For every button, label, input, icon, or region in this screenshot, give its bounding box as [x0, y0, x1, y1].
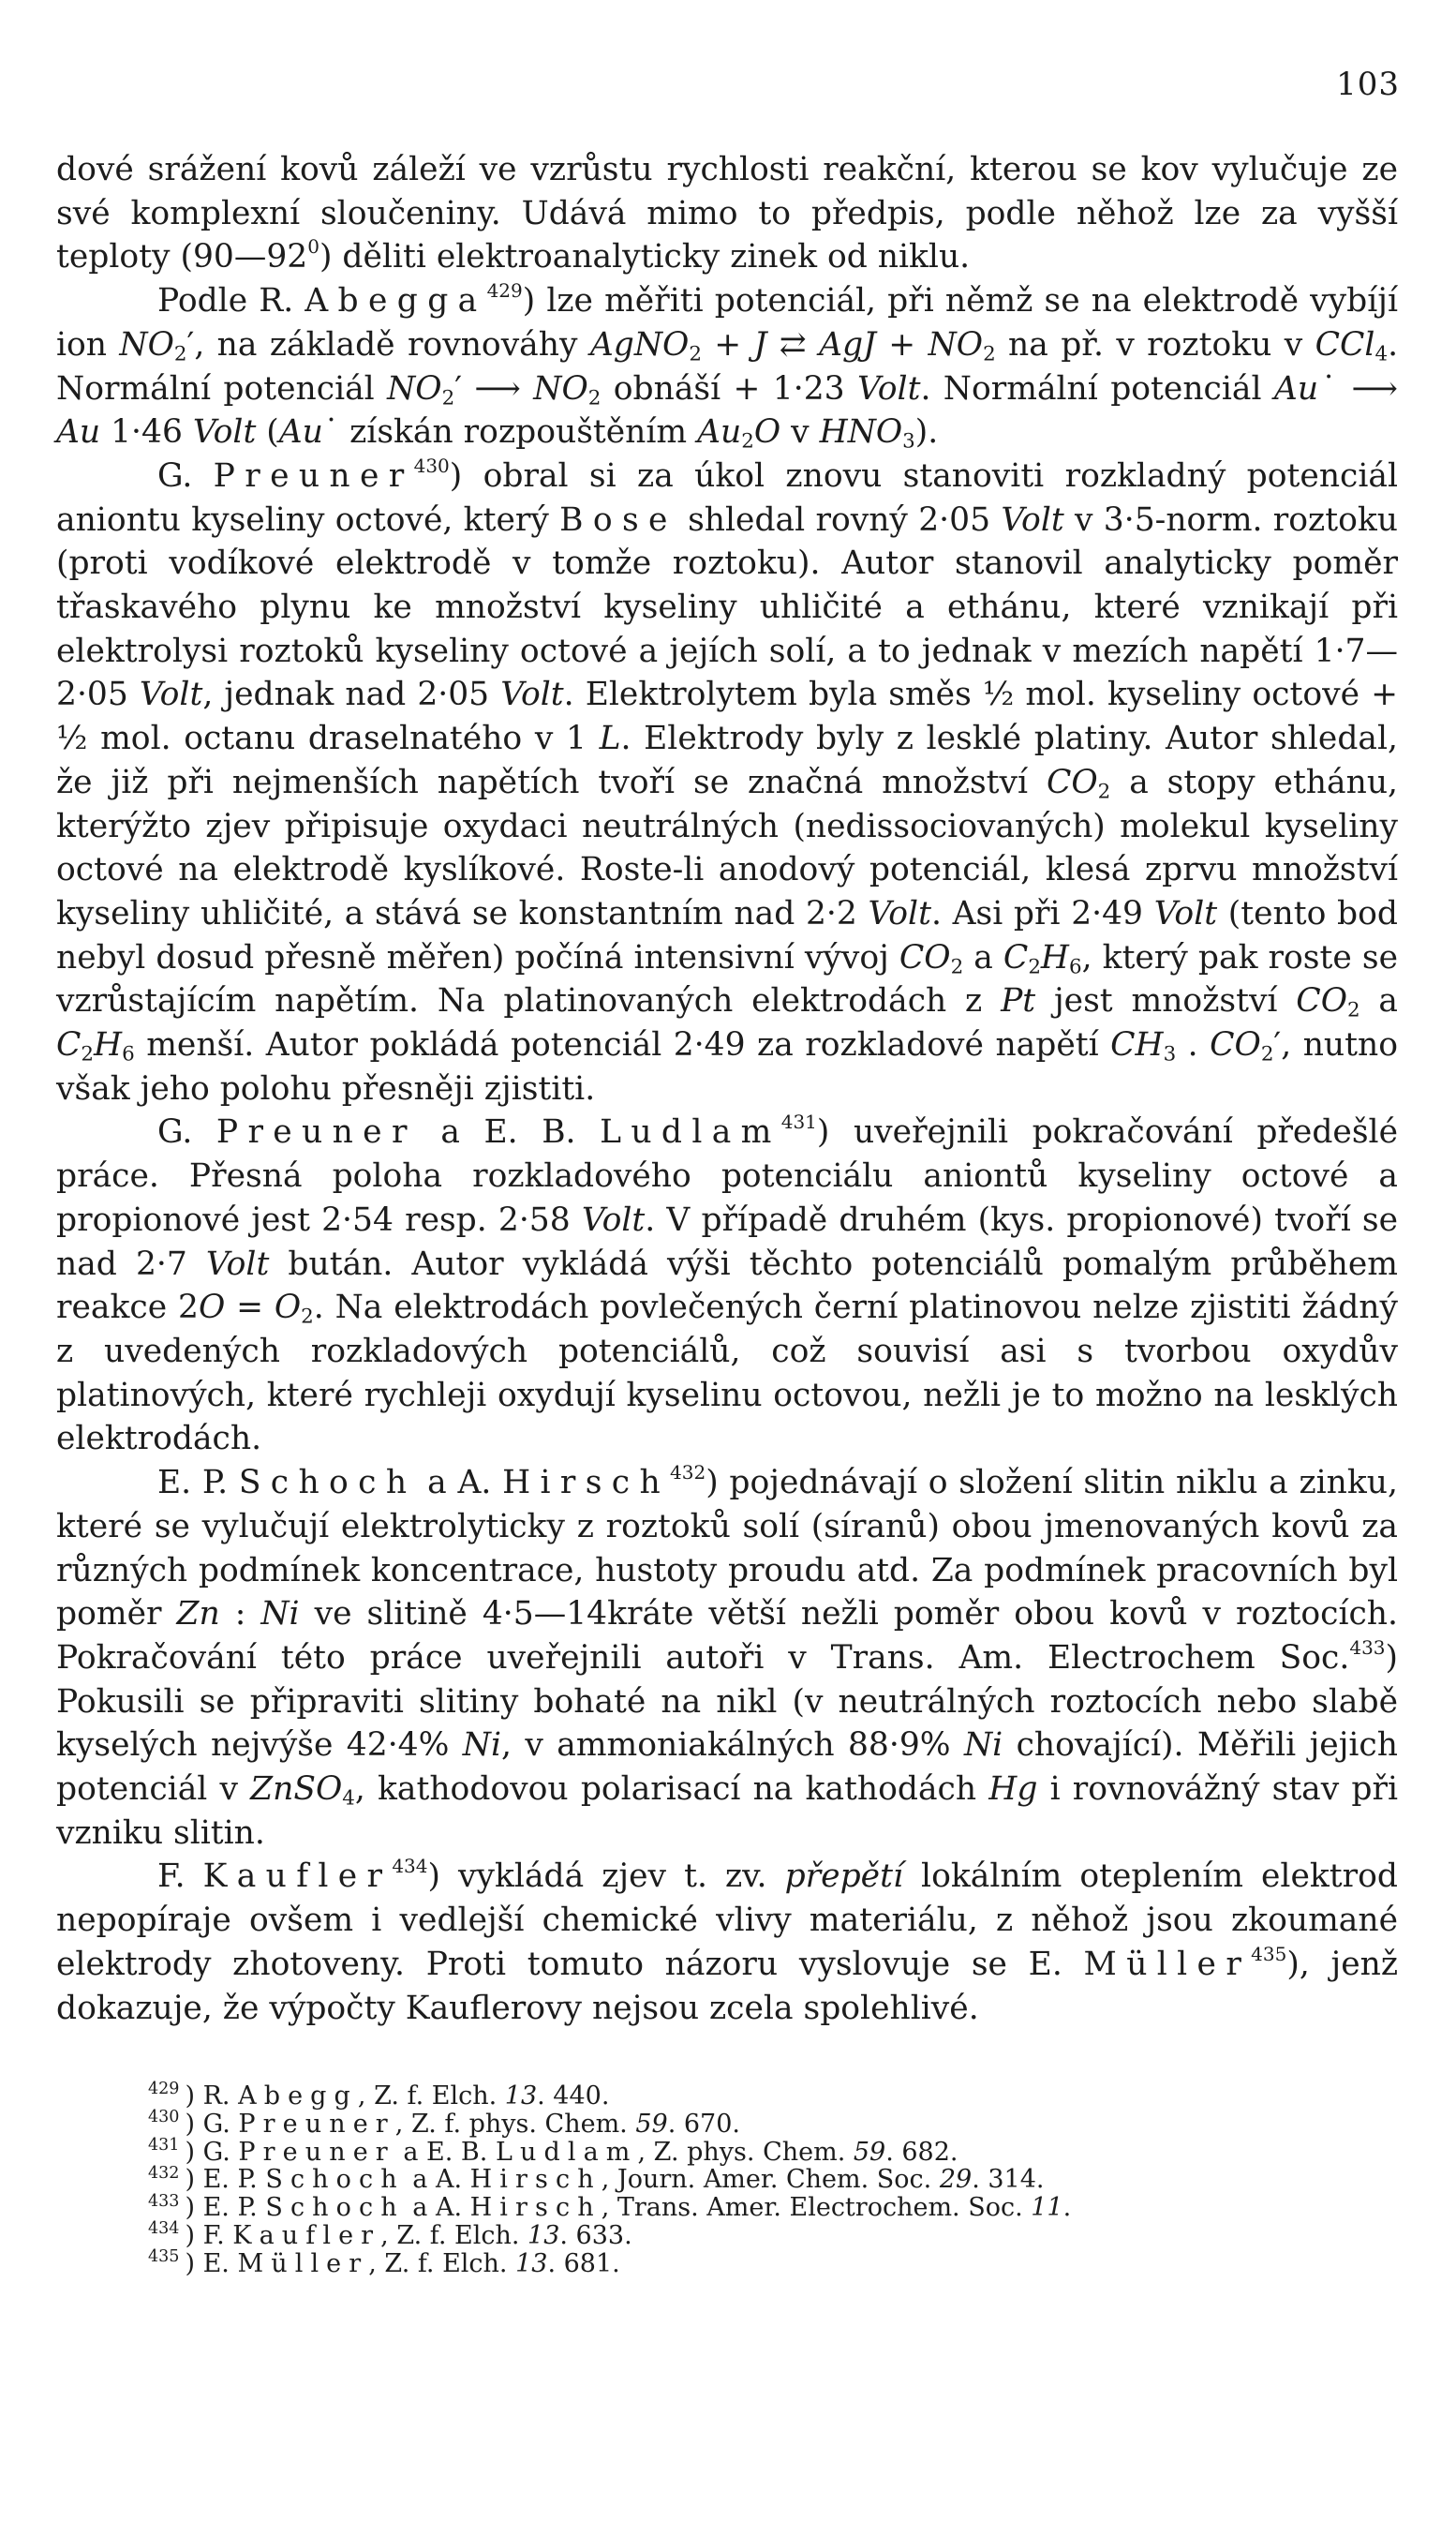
footnote-number: 434	[148, 2219, 180, 2239]
footnote-number: 435	[148, 2247, 180, 2267]
footnote-text: G. Preuner, Z. f. phys. Chem. 59. 670.	[202, 2109, 741, 2139]
footnote-text: G. Preuner a E. B. Ludlam, Z. phys. Chem. 59. 682.	[202, 2137, 958, 2167]
footnote-text: E. P. Schoch a A. Hirsch, Trans. Amer. Electrochem. Soc. 11.	[202, 2193, 1072, 2223]
footnote-432: $^{432}$ ) E. P. Schoch a A. Hirsch, Journ. Amer. Chem. Soc. 29. 314.	[148, 2163, 1045, 2195]
body-text	[56, 148, 1398, 2030]
footnote-text: E. P. Schoch a A. Hirsch, Journ. Amer. Chem. Soc. 29. 314.	[202, 2165, 1045, 2195]
paragraph-kaufler: F. Kaufler$^{434}$) vykládá zjev t. zv. přepětí lokálním oteplením elektrod nepopíraje ovšem i vedlejší chemické vlivy materiálu, z něhož jsou zkoumané elektrody zhotoveny. Proti tomuto názoru vyslovuje se E. Müller$^{435}$), jenž dokazuje, že výpočty Kauflerovy nejsou zcela spolehlivé.	[56, 1855, 1399, 2027]
paragraph-preuner-ludlam: G. Preuner a E. B. Ludlam$^{431}$) uveřejnili pokračování předešlé práce. Přesná poloha rozkladového potenciálu aniontů kyseliny octové a propionové jest 2·54 resp. 2·58 Volt. V případě druhém (kys. propionové) tvoří se nad 2·7 Volt bután. Autor vykládá výši těchto potenciálů pomalým průběhem reakce $2O = O_2$. Na elektrodách povlečených černí platinovou nelze zjistiti žádný z uvedených rozkladových potenciálů, což souvisí asi s tvorbou oxydův platinových, které rychleji oxydují kyselinu octovou, nežli je to možno na lesklých elektrodách.	[56, 1111, 1399, 1458]
footnote-434: $^{434}$ ) F. Kaufler, Z. f. Elch. 13. 633.	[148, 2219, 632, 2250]
footnote-number: 430	[148, 2108, 180, 2127]
paragraph-schoch-hirsch: E. P. Schoch a A. Hirsch$^{432}$) pojednávají o složení slitin niklu a zinku, které se vylučují elektrolyticky z roztoků solí (síranů) obou jmenovaných kovů za různých podmínek koncentrace, hustoty proudu atd. Za podmínek pracovních byl poměr Zn : Ni ve slitině 4·5—14kráte větší nežli poměr obou kovů v roztocích. Pokračování této práce uveřejnili autoři v Trans. Am. Electrochem Soc.$^{433}$) Pokusili se připraviti slitiny bohaté na nikl (v neutrálných roztocích nebo slabě kyselých nejvýše 42·4% Ni, v ammoniakálných 88·9% Ni chovající). Měřili jejich potenciál v ZnSO$_4$, kathodovou polarisací na kathodách Hg i rovnovážný stav při vzniku slitin.	[56, 1461, 1399, 1852]
footnotes	[148, 2082, 1422, 2278]
footnote-text: R. Abegg, Z. f. Elch. 13. 440.	[202, 2081, 610, 2111]
footnote-433: $^{433}$ ) E. P. Schoch a A. Hirsch, Trans. Amer. Electrochem. Soc. 11.	[148, 2191, 1072, 2223]
footnote-431: $^{431}$ ) G. Preuner a E. B. Ludlam, Z. phys. Chem. 59. 682.	[148, 2136, 958, 2167]
paragraph-abegg: Podle R. Abegga$^{429}$) lze měřiti potenciál, při němž se na elektrodě vybíjí ion $NO_2'$, na základě rovnováhy AgNO$_2$ + J ⇄ AgJ + $NO_2$ na př. v roztoku v CCl$_4$. Normální potenciál $NO_2'$ ⟶ $NO_2$ obnáší + 1·23 Volt. Normální potenciál Au˙ ⟶ Au 1·46 Volt (Au˙ získán rozpouštěním $Au_2O$ v $HNO_3$).	[56, 279, 1399, 454]
paragraph-preuner: G. Preuner$^{430}$) obral si za úkol znovu stanoviti rozkladný potenciál aniontu kyseliny octové, který Bose shledal rovný 2·05 Volt v 3·5-norm. roztoku (proti vodíkové elektrodě v tomže roztoku). Autor stanovil analyticky poměr třaskavého plynu ke množství kyseliny uhličité a ethánu, které vznikají při elektrolysi roztoků kyseliny octové a jejích solí, a to jednak v mezích napětí 1·7—2·05 Volt, jednak nad 2·05 Volt. Elektrolytem byla směs ½ mol. kyseliny octové + ½ mol. octanu draselnatého v 1 L. Elektrody byly z lesklé platiny. Autor shledal, že již při nejmenších napětích tvoří se značná množství $CO_2$ a stopy ethánu, kterýžto zjev připisuje oxydaci neutrálných (nedissociovaných) molekul kyseliny octové na elektrodě kyslíkové. Roste-li anodový potenciál, klesá zprvu množství kyseliny uhličité, a stává se konstantním nad 2·2 Volt. Asi při 2·49 Volt (tento bod nebyl dosud přesně měřen) počíná intensivní vývoj $CO_2$ a $C_2H_6$, který pak roste se vzrůstajícím napětím. Na platinovaných elektrodách z Pt jest množství $CO_2$ a $C_2H_6$ menší. Autor pokládá potenciál 2·49 za rozkladové napětí $CH_3$ . $CO_2'$, nutno však jeho polohu přesněji zjistiti.	[56, 454, 1399, 1108]
footnote-429: $^{429}$ ) R. Abegg, Z. f. Elch. 13. 440.	[148, 2080, 610, 2111]
footnote-430: $^{430}$ ) G. Preuner, Z. f. phys. Chem. 59. 670.	[148, 2108, 741, 2139]
footnote-number: 431	[148, 2136, 180, 2156]
footnote-text: F. Kaufler, Z. f. Elch. 13. 633.	[202, 2220, 632, 2250]
footnote-number: 432	[148, 2163, 180, 2183]
footnote-number: 429	[148, 2080, 180, 2099]
footnote-text: E. Müller, Z. f. Elch. 13. 681.	[202, 2248, 620, 2278]
footnote-435: $^{435}$ ) E. Müller, Z. f. Elch. 13. 681.	[148, 2247, 620, 2278]
page-number: 103	[1336, 66, 1400, 103]
footnote-number: 433	[148, 2191, 180, 2211]
paragraph-1: dové srážení kovů záleží ve vzrůstu rychlosti reakční, kterou se kov vylučuje ze své komplexní sloučeniny. Udává mimo to předpis, podle něhož lze za vyšší teploty $(90—92^0)$ děliti elektroanalyticky zinek od niklu.	[56, 151, 1398, 276]
